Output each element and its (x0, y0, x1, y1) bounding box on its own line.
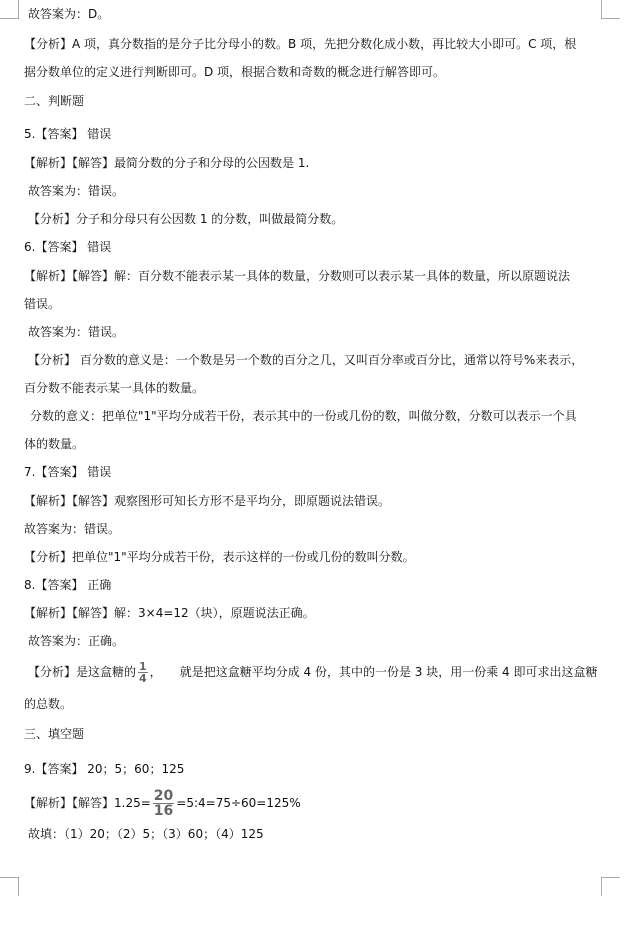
analysis-line (28, 660, 613, 684)
solution-line: 错误。 (24, 297, 61, 311)
question-answer: 9.【答案】 20；5；60；125 (24, 762, 185, 776)
analysis-line: 【分析】A 项，真分数指的是分子比分母小的数。B 项，先把分数化成小数，再比较大小即可。C 项，根 (24, 37, 577, 51)
solution-line (24, 788, 609, 818)
analysis-line: 百分数不能表示某一具体的数量。 (24, 381, 205, 395)
answer-line: 故答案为：错误。 (28, 325, 125, 339)
fraction-numerator: 20 (153, 788, 174, 804)
solution-text: =5:4=75÷60=125% (176, 796, 301, 810)
analysis-line: 的总数。 (24, 697, 73, 711)
fraction-numerator: 1 (139, 660, 147, 673)
question-answer: 5.【答案】 错误 (24, 127, 112, 141)
fraction-denominator: 16 (153, 803, 174, 819)
section-heading: 三、填空题 (24, 727, 85, 741)
question-answer: 7.【答案】 错误 (24, 465, 112, 479)
analysis-text: ， (149, 665, 162, 679)
analysis-line: 据分数单位的定义进行判断即可。D 项，根据合数和奇数的概念进行解答即可。 (24, 65, 446, 79)
solution-line: 【解析】【解答】观察图形可知长方形不是平均分，即原题说法错误。 (24, 494, 391, 508)
section-heading: 二、判断题 (24, 94, 85, 108)
analysis-line: 【分析】分子和分母只有公因数 1 的分数，叫做最简分数。 (28, 212, 344, 226)
question-answer: 8.【答案】 正确 (24, 578, 112, 592)
analysis-line: 【分析】把单位"1"平均分成若干份，表示这样的一份或几份的数叫分数。 (24, 550, 415, 564)
fraction (138, 661, 148, 684)
answer-line: 故填：（1）20；（2）5；（3）60；（4）125 (28, 827, 264, 841)
solution-line: 【解析】【解答】解：3×4=12（块），原题说法正确。 (24, 606, 315, 620)
analysis-text: 【分析】是这盒糖的 (28, 665, 137, 679)
answer-line: 故答案为：正确。 (28, 634, 125, 648)
solution-text: 【解析】【解答】1.25= (24, 796, 151, 810)
analysis-line: 体的数量。 (24, 437, 85, 451)
analysis-text: 就是把这盒糖平均分成 4 份，其中的一份是 3 块，用一份乘 4 即可求出这盒糖 (179, 665, 598, 679)
analysis-line: 【分析】 百分数的意义是：一个数是另一个数的百分之几，又叫百分率或百分比，通常以符号%来表示， (28, 353, 584, 367)
answer-line: 故答案为：错误。 (28, 184, 125, 198)
analysis-line: 分数的意义：把单位"1"平均分成若干份，表示其中的一份或几份的数，叫做分数，分数可以表示一个具 (30, 409, 577, 423)
page-corner-mark (0, 877, 19, 896)
solution-line: 【解析】【解答】最简分数的分子和分母的公因数是 1. (24, 156, 310, 170)
question-answer: 6.【答案】 错误 (24, 240, 112, 254)
answer-line: 故答案为：错误。 (24, 522, 121, 536)
page-corner-mark (0, 0, 19, 19)
fraction-denominator: 4 (139, 672, 147, 685)
fraction (153, 789, 174, 818)
page-corner-mark (601, 877, 620, 896)
answer-line: 故答案为：D。 (28, 7, 110, 21)
solution-line: 【解析】【解答】解：百分数不能表示某一具体的数量，分数则可以表示某一具体的数量，所以原题说法 (24, 269, 571, 283)
